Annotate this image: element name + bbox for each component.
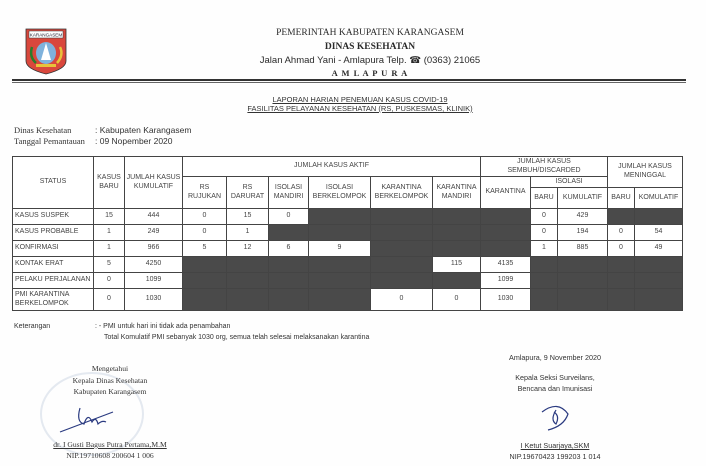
letterhead-city: A M L A P U R A [331,68,409,78]
cell-baru: 1 [94,225,125,241]
cell-shaded [269,257,309,273]
sig-right-nip: NIP.19670423 199203 1 014 [509,452,601,461]
header-karantina-mandiri: KARANTINA MANDIRI [433,177,481,209]
karangasem-logo [24,27,68,75]
cell-shaded [531,273,558,289]
cell-shaded [269,289,309,311]
cell-shaded [183,289,227,311]
cell-shaded [433,273,481,289]
cell-kumulatif: 249 [125,225,183,241]
cell-shaded [531,257,558,273]
header-isolasi: ISOLASI [531,177,608,188]
cell-shaded [269,273,309,289]
header-status: STATUS [13,157,94,209]
header-jumlah-kumulatif: JUMLAH KASUS KUMULATIF [125,157,183,209]
header-kasus-sembuh: JUMLAH KASUS SEMBUH/DISCARDED [481,157,608,177]
cell-meninggal-baru: 0 [608,241,635,257]
cell-shaded [608,273,635,289]
row-status: PELAKU PERJALANAN [13,273,94,289]
cell-baru: 1 [94,241,125,257]
letterhead-government: PEMERINTAH KABUPATEN KARANGASEM [276,28,464,38]
cell-shaded [481,209,531,225]
cell-baru: 0 [94,273,125,289]
cell-shaded [371,273,433,289]
cell-shaded [227,273,269,289]
logo-text: KARANGASEM [29,32,63,38]
row-status: KASUS SUSPEK [13,209,94,225]
row-status: KONTAK ERAT [13,257,94,273]
cell-shaded [309,289,371,311]
cell-shaded [371,225,433,241]
cell-meninggal-baru: 0 [608,225,635,241]
cell-sembuh-kumulatif: 194 [558,225,608,241]
cell-shaded [183,273,227,289]
cell-karantina: 4135 [481,257,531,273]
cell-kumulatif: 4250 [125,257,183,273]
header-karantina-berkelompok: KARANTINA BERKELOMPOK [371,177,433,209]
row-status: KASUS PROBABLE [13,225,94,241]
cell-sembuh-baru: 0 [531,209,558,225]
notes-line1: : - PMI untuk hari ini tidak ada penambahan [95,323,231,330]
cell-sembuh-baru: 0 [531,225,558,241]
cell-karantina-mandiri: 0 [433,289,481,311]
cell-baru: 5 [94,257,125,273]
cell-shaded [227,289,269,311]
cell-rs-darurat: 15 [227,209,269,225]
header-rule-thin [12,82,686,83]
cell-shaded [183,257,227,273]
covid-report-table [12,156,683,311]
cell-shaded [371,257,433,273]
sig-left-nip: NIP.19710608 200604 1 006 [66,451,154,460]
cell-shaded [558,257,608,273]
cell-kumulatif: 966 [125,241,183,257]
dinas-label: Dinas Kesehatan [14,125,72,135]
cell-shaded [608,289,635,311]
cell-shaded [558,289,608,311]
letterhead-agency: DINAS KESEHATAN [324,42,416,52]
cell-sembuh-baru: 1 [531,241,558,257]
notes-label: Keterangan [14,323,51,330]
cell-shaded [531,289,558,311]
sig-left-name: dr. I Gusti Bagus Putra Pertama,M.M [53,440,167,449]
cell-shaded [227,257,269,273]
tanggal-value: : 09 Nopember 2020 [95,136,173,146]
header-rule [12,79,686,81]
header-rs-rujukan: RS RUJUKAN [183,177,227,209]
cell-shaded [309,273,371,289]
cell-rs-rujukan: 0 [183,209,227,225]
header-kasus-aktif: JUMLAH KASUS AKTIF [183,157,481,177]
cell-shaded [635,209,683,225]
header-isolasi-mandiri: ISOLASI MANDIRI [269,177,309,209]
table-row [13,257,683,273]
header-karantina: KARANTINA [481,177,531,209]
cell-rs-darurat: 12 [227,241,269,257]
cell-shaded [481,225,531,241]
cell-shaded [309,225,371,241]
cell-isolasi-berkelompok: 9 [309,241,371,257]
header-kasus-meninggal: JUMLAH KASUS MENINGGAL [608,157,683,188]
header-meninggal-baru: BARU [608,188,635,209]
cell-meninggal-kumulatif: 49 [635,241,683,257]
table-row [13,273,683,289]
cell-shaded [635,289,683,311]
table-row [13,225,683,241]
header-sembuh-kumulatif: KUMULATIF [558,188,608,209]
cell-sembuh-kumulatif: 885 [558,241,608,257]
cell-karantina-berkelompok: 0 [371,289,433,311]
report-subtitle: FASILITAS PELAYANAN KESEHATAN (RS, PUSKESMAS, KLINIK) [247,104,473,113]
cell-karantina-mandiri: 115 [433,257,481,273]
cell-kumulatif: 1099 [125,273,183,289]
cell-baru: 0 [94,289,125,311]
cell-kumulatif: 1030 [125,289,183,311]
cell-shaded [558,273,608,289]
cell-shaded [371,241,433,257]
cell-meninggal-kumulatif: 54 [635,225,683,241]
cell-shaded [481,241,531,257]
sig-right-line2: Bencana dan Imunisasi [517,384,593,393]
sig-left-line3: Kabupaten Karangasem [73,387,147,396]
cell-shaded [433,225,481,241]
letterhead-address: Jalan Ahmad Yani - Amlapura Telp. ☎ (0363) 21065 [259,55,481,66]
cell-shaded [635,273,683,289]
header-isolasi-berkelompok: ISOLASI BERKELOMPOK [309,177,371,209]
cell-kumulatif: 444 [125,209,183,225]
cell-shaded [433,209,481,225]
table-row [13,289,683,311]
cell-rs-rujukan: 5 [183,241,227,257]
row-status: KONFIRMASI [13,241,94,257]
cell-shaded [433,241,481,257]
cell-karantina: 1030 [481,289,531,311]
table-row [13,241,683,257]
cell-shaded [608,257,635,273]
cell-rs-darurat: 1 [227,225,269,241]
notes-line2: Total Komulatif PMI sebanyak 1030 org, semua telah selesai melaksanakan karantina [104,334,370,341]
cell-isolasi-mandiri: 0 [269,209,309,225]
cell-rs-rujukan: 0 [183,225,227,241]
cell-shaded [635,257,683,273]
header-kasus-baru: KASUS BARU [94,157,125,209]
cell-shaded [608,209,635,225]
sig-right-name: I Ketut Suarjaya,SKM [520,441,590,450]
tanggal-label: Tanggal Pemantauan [14,136,85,146]
cell-shaded [371,209,433,225]
sig-left-line2: Kepala Dinas Kesehatan [72,376,148,385]
dinas-value: : Kabupaten Karangasem [95,125,192,135]
table-row [13,209,683,225]
header-meninggal-kumulatif: KOMULATIF [635,188,683,209]
sig-right-place-date: Amlapura, 9 November 2020 [509,353,601,362]
cell-sembuh-kumulatif: 429 [558,209,608,225]
cell-shaded [269,225,309,241]
sig-right-line1: Kepala Seksi Surveilans, [515,373,595,382]
signature-left-mark [58,398,133,441]
report-title: LAPORAN HARIAN PENEMUAN KASUS COVID-19 [272,95,448,104]
cell-shaded [309,209,371,225]
cell-karantina: 1099 [481,273,531,289]
cell-shaded [309,257,371,273]
signature-right-mark [528,400,588,441]
header-sembuh-baru: BARU [531,188,558,209]
cell-isolasi-mandiri: 6 [269,241,309,257]
header-rs-darurat: RS DARURAT [227,177,269,209]
row-status: PMI KARANTINA BERKELOMPOK [13,289,94,311]
cell-baru: 15 [94,209,125,225]
sig-left-line1: Mengetahui [91,364,129,373]
